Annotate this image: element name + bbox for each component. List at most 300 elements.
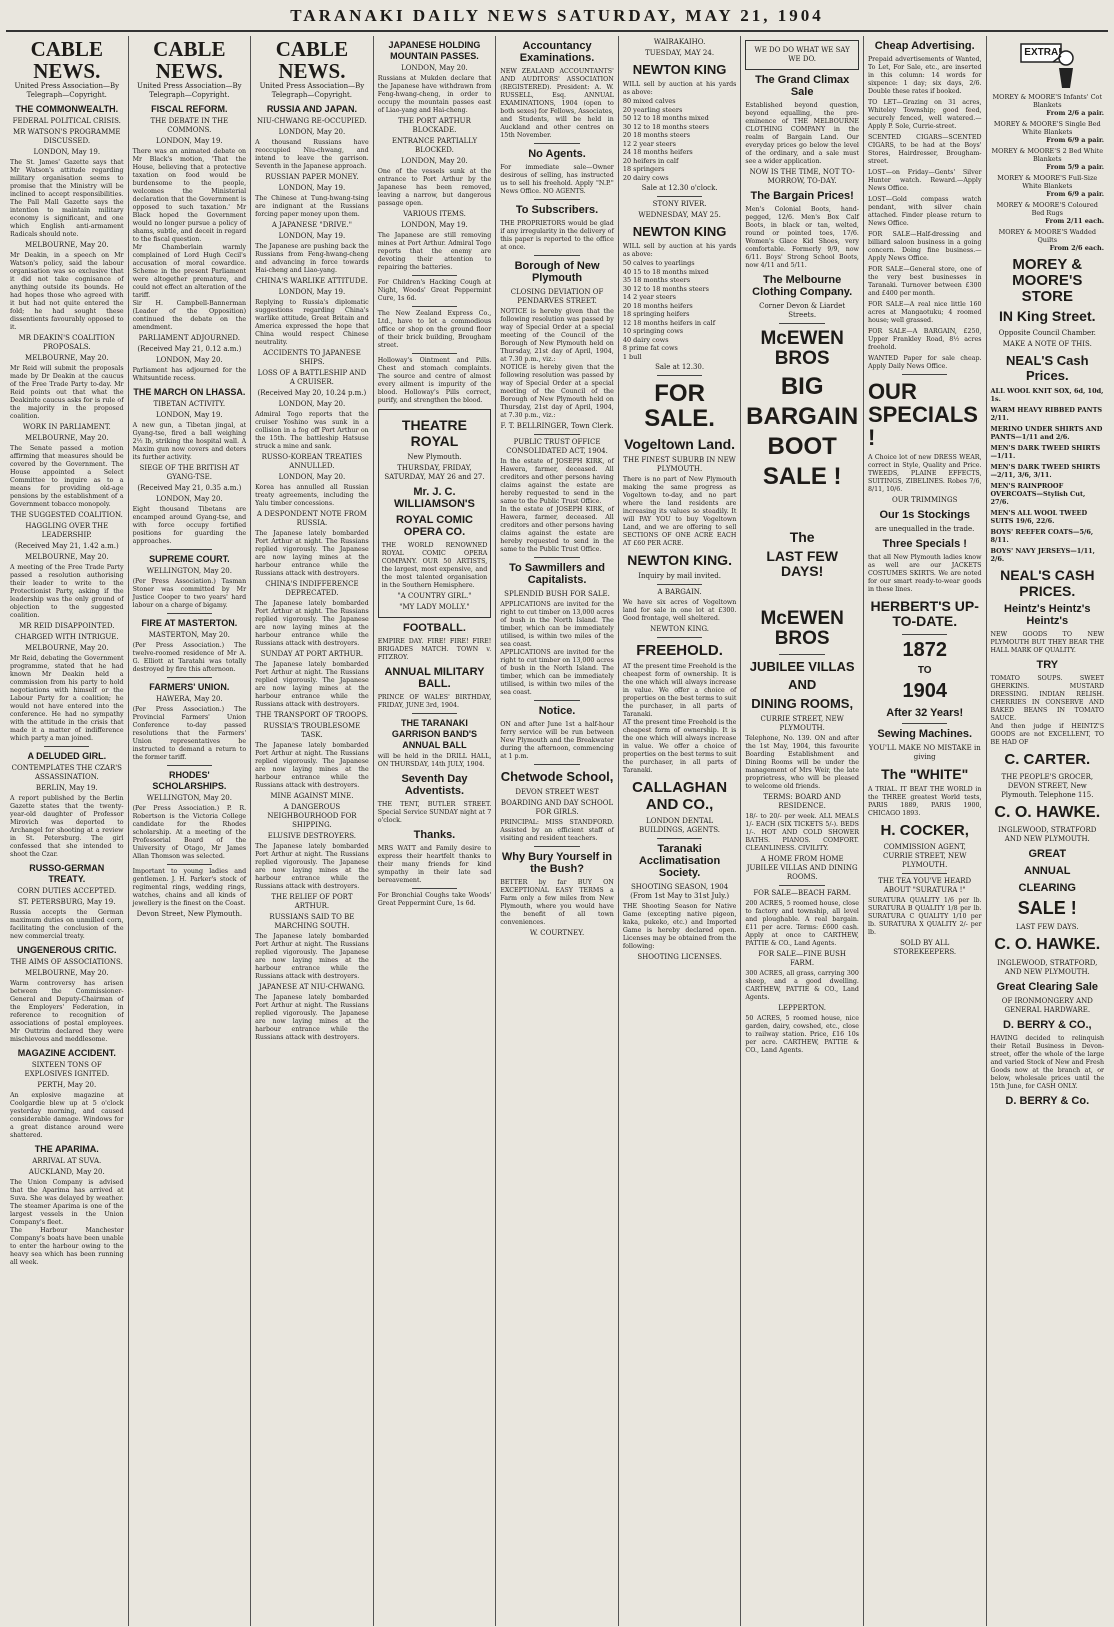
article-text: Holloway's Ointment and Pills. Chest and stomach complaints. The source and centre of almost every ailment is impurity of the blood. Holloway's Pills correct, purify, and strengthen the blood. (377, 357, 492, 404)
price-row (991, 147, 1105, 171)
ad-heading: FOOTBALL. (403, 622, 466, 634)
dateline: TUESDAY, MAY 24. (645, 49, 715, 57)
divider (412, 353, 457, 354)
subhead: MR REID DISAPPOINTED. (19, 622, 115, 630)
ad-heading: McEWEN BROS (760, 328, 844, 369)
ad-heading: BIG (780, 372, 824, 400)
price-row (991, 228, 1105, 252)
subhead: A DESPONDENT NOTE FROM RUSSIA. (256, 510, 367, 527)
article-text: The St. James' Gazette says that Mr Watson's attitude regarding military organisation seems to promise that the Ministry will be inclined to accept responsibilities. The Pall Mall Gazette says the intention to maintain military economy is significant, and one which English anti-armament Radicals should note. (10, 159, 124, 238)
ad-heading: Notice. (538, 705, 576, 717)
ad-text: THE Shooting Season for Native Game (excepting native pigeon, kaka, pukeko, etc.) and Imported Game is hereby declared open. Licenses may be obtained from the following: (622, 903, 737, 951)
dateline: (Received May 21, 1.42 a.m.) (14, 542, 119, 550)
ad-heading: To Subscribers. (515, 204, 599, 216)
divider (534, 557, 579, 558)
price-row (991, 93, 1105, 117)
ad-text: NEW ZEALAND ACCOUNTANTS' AND AUDITORS' ASSOCIATION (REGISTERED). President: A. W. RUSSELL, Esq. ANNUAL EXAMINATIONS, 1904 (open to both sexes) for Fellows, Associates, and Students, will be held in Auckland and other centres on 15th November. (500, 68, 614, 139)
article-text: Russians at Mukden declare that the Japanese have withdrawn from Feng-hwang-cheng, in order to occupy the mountain passes east of Liao-yang and Hai-cheng. (377, 75, 492, 114)
ad-heading: Why Bury Yourself in the Bush? (501, 851, 613, 875)
ad-text: will be held in the DRILL HALL, ON THURSDAY, 14th JULY, 1904. (377, 753, 492, 768)
ad-heading: Thanks. (413, 829, 456, 841)
article-text: The Senate passed a motion affirming that measures should be covered by the Government. The House appointed a Select Committee to inquire as to a means for providing old-age pensions by the establishment of a Government tobacco monopoly. (10, 445, 124, 508)
subhead: THE TRANSPORT OF TROOPS. (255, 711, 369, 719)
article-text: (Per Press Association.) Tasman Stoner was committed by Mr Justice Cooper to two years' hard labour on a charge of bigamy. (132, 578, 247, 609)
subhead: PARLIAMENT ADJOURNED. (138, 334, 241, 342)
signature: Devon Street, New Plymouth. (136, 910, 243, 918)
subhead: THE AIMS OF ASSOCIATIONS. (10, 958, 123, 966)
ad-text: Prepaid advertisements of Wanted, To Let, For Sale, etc., are inserted in this column: 14 words for sixpence: 1 day; six days, 2/6. Double these rates if booked. (867, 56, 982, 95)
headline: THE COMMONWEALTH. (15, 104, 119, 114)
cable-credit: United Press Association—By Telegraph—Copyright. (137, 82, 242, 99)
ad-text: A TRIAL. IT BEAT THE WORLD in the THREE greatest World tests, PARIS 1889, PARIS 1900, CHICAGO 1893. (867, 786, 982, 818)
ad-subhead: OUR TRIMMINGS (891, 496, 958, 505)
ad-heading: MOREY & MOORE'S STORE (1012, 256, 1083, 305)
ad-subhead: THE FINEST SUBURB IN NEW PLYMOUTH. (623, 456, 736, 474)
signature: W. COURTNEY. (529, 929, 585, 937)
stock-list-item: 18 springing heifers (622, 310, 690, 318)
dateline: LONDON, May 20. (278, 128, 346, 136)
subhead: ELUSIVE DESTROYERS. (267, 832, 356, 840)
ad-text: WILL sell by auction at his yards as above: (622, 81, 737, 96)
ad-subhead: SOLD BY ALL STOREKEEPERS. (893, 939, 957, 957)
columns (6, 36, 1108, 1626)
theatre-ad (378, 409, 492, 618)
notice-text: WE DO DO WHAT WE SAY WE DO. (754, 46, 850, 63)
dateline: BERLIN, May 19. (35, 784, 98, 792)
ad-subhead: New Plymouth. (407, 453, 462, 461)
ad-subhead: Corner Devon & Liardet Streets. (759, 302, 846, 319)
article-text: Mr Deakin, in a speech on Mr Watson's policy, said the labour organisation was so exclusive that it did not take cognisance of anything outside its bounds. He had hopes those who agreed with it but had not quite entered the fold; he had sought these dissentients favourably opposed to it. (10, 252, 124, 331)
ad-subhead: THE TEA YOU'VE HEARD ABOUT "SURATURA !" (878, 877, 972, 895)
ad-heading: Vogeltown Land. (624, 436, 736, 453)
divider (167, 765, 212, 766)
subhead: WORK IN PARLIAMENT. (22, 423, 111, 431)
cable-title: CABLE NEWS. (30, 37, 103, 83)
cable-title: CABLE NEWS. (275, 37, 349, 83)
stock-list (623, 97, 737, 182)
subhead: CHINA'S INDIFFERENCE DEPRECATED. (265, 580, 359, 597)
neal-item: WARM HEAVY RIBBED PANTS 2/11. (990, 405, 1103, 422)
dateline: LONDON, May 19. (278, 232, 346, 240)
article-text: The Japanese lately bombarded Port Arthur at night. The Russians replied vigorously. The Japanese are now laying mines at the harbour entrance while the Russians attack with destroyers. (255, 742, 369, 789)
ad-subhead: LONDON DENTAL BUILDINGS, AGENTS. (639, 817, 721, 835)
ad-heading: 1904 (902, 680, 947, 703)
ad-heading: SALE ! (762, 463, 842, 491)
subhead: HAGGLING OVER THE LEADERSHIP. (25, 522, 109, 539)
ad-heading: Sewing Machines. (877, 728, 973, 741)
dateline: (Received May 20, 10.24 p.m.) (257, 389, 367, 397)
ad-subhead: OF IRONMONGERY AND GENERAL HARDWARE. (1001, 996, 1093, 1014)
subhead: FEDERAL POLITICAL CRISIS. (12, 117, 121, 125)
ad-subhead: Sale at 12.30 o'clock. (641, 184, 718, 192)
ad-text: THE PROPRIETORS would be glad if any irregularity in the delivery of this paper is reported to the office at once. (500, 220, 614, 251)
subhead: LOSS OF A BATTLESHIP AND A CRUISER. (257, 369, 367, 386)
article-text: Russia accepts the German maximum duties on unmilled corn, facilitating the conclusion of the new commercial treaty. (10, 909, 124, 940)
classified-ad: LOST—Gold compass watch pendant, with silver chain attached. Finder please return to News Office. (867, 196, 982, 227)
ad-text: 50 ACRES, 5 roomed house, nice garden, dairy, cowshed, etc., close to railway station. Price, £16 10s per acre. CARTHEW, PATTIE & CO., Land Agents. (745, 1015, 859, 1055)
price-row (991, 120, 1105, 144)
ad-heading: Great Clearing Sale (996, 980, 1099, 993)
ad-heading: SALE ! (1017, 898, 1077, 919)
price-row-price: From 5/9 a pair. (1046, 163, 1105, 171)
ad-play: "A COUNTRY GIRL." (397, 592, 472, 600)
ad-subhead: Opposite Council Chamber. (998, 328, 1096, 337)
ad-text: PRINCE OF WALES' BIRTHDAY, FRIDAY, JUNE 3rd, 1904. (377, 694, 492, 709)
divider (657, 196, 702, 197)
ad-subhead: SHOOTING LICENSES. (637, 953, 722, 962)
stock-list-item: 50 12 to 18 months mixed (622, 114, 709, 122)
stock-list-item: 10 springing cows (622, 327, 684, 335)
ad-heading: ROYAL COMIC OPERA CO. (395, 514, 473, 538)
ad-subhead: A BARGAIN. (657, 588, 702, 597)
divider (167, 549, 212, 550)
headline: UNGENEROUS CRITIC. (17, 945, 117, 955)
ad-subhead: FOR SALE—FINE BUSH FARM. (758, 950, 847, 968)
newsboy-icon (1018, 38, 1076, 90)
ad-heading: The (789, 528, 815, 545)
ad-text: NOTICE is hereby given that the following resolution was passed by way of Special Order at a special meeting of the Council of the Borough of New Plymouth held on Thursday, 21st day of April, 1904, at 7.30 p.m., viz.: (500, 364, 614, 419)
stock-list-item: 20 18 months steers (622, 131, 691, 139)
price-row-price: From 2/11 each. (1045, 217, 1105, 225)
dateline: MELBOURNE, May 20. (25, 644, 109, 652)
dateline: LONDON, May 20. (401, 157, 468, 165)
article-text: There was an animated debate on Mr Black's motion, 'That the House, believing that a protective taxation on food would be burdensome to the people, welcomes the Ministerial declaration that the Government is opposed to such taxation.' Mr Black hoped the Government would no longer pursue a policy of shams, subtle, and deceit in regard to the fiscal question. (132, 148, 247, 243)
ad-heading: D. BERRY & Co. (1005, 1094, 1090, 1107)
divider (902, 873, 947, 874)
subhead: SIEGE OF THE BRITISH AT GYANG-TSE. (139, 464, 240, 481)
ad-subhead: WAIRAKAIHO. (653, 38, 706, 46)
dateline: MELBOURNE, May 20. (25, 354, 109, 362)
divider (657, 584, 702, 585)
ad-heading: NEAL'S Cash Prices. (1006, 352, 1089, 383)
article-text: A meeting of the Free Trade Party passed a resolution authorising their leader to write to the Protectionist Party, asking if the leadership was the only ground of objection to the suggested coalition. (10, 564, 124, 619)
dateline: WEDNESDAY, MAY 25. (638, 211, 721, 219)
neal-item: MEN'S ALL WOOL TWEED SUITS 19/6, 22/6. (990, 508, 1088, 525)
price-row-label: MOREY & MOORE'S Single Bed White Blankets (993, 120, 1101, 136)
ad-subhead: A HOME FROM HOME JUBILEE VILLAS AND DINING ROOMS. (746, 855, 858, 882)
divider (902, 634, 947, 635)
ad-text: THE WORLD RENOWNED ROYAL COMIC OPERA COMPANY. OUR 50 ARTISTS, the largest, most expensive, and the most talented organisation in the Southern Hemisphere. (381, 542, 488, 589)
subhead: VARIOUS ITEMS. (403, 210, 466, 218)
subhead: ARRIVAL AT SUVA. (32, 1157, 102, 1165)
ad-subhead: SHOOTING SEASON, 1904 (From 1st May to 31st July.) (630, 883, 730, 901)
dateline: LONDON, May 20. (401, 64, 468, 72)
stock-list (623, 259, 737, 361)
subhead: SUNDAY AT PORT ARTHUR. (260, 650, 364, 658)
price-row (991, 201, 1105, 225)
ad-heading: AND (788, 677, 817, 693)
column-3 (251, 36, 374, 1626)
headline: THE APARIMA. (34, 1144, 99, 1154)
article-text: Eight thousand Tibetans are encamped around Gyang-tse, and with force occupy fortified positions for guarding the approaches. (132, 506, 247, 545)
ad-heading: BARGAIN (746, 403, 859, 431)
ad-subhead: STONY RIVER. (652, 200, 707, 208)
headline: FARMERS' UNION. (149, 682, 230, 692)
article-text: (Per Press Association.) P. R. Robertson is the Victoria College candidate for the Rhodes scholarship. At a meeting of the Professorial Board of the University of Otago, Mr James Allan Thomson was selected. (132, 805, 247, 860)
ad-heading: LAST FEW DAYS! (766, 548, 838, 579)
masthead (6, 6, 1108, 32)
price-row-label: MOREY & MOORE'S Wadded Quilts (998, 228, 1096, 244)
article-text: The Japanese lately bombarded Port Arthur at night. The Russians replied vigorously. The Japanese are now laying mines at the harbour entrance while the Russians attack with destroyers. (255, 994, 369, 1041)
ad-text: For Bronchial Coughs take Woods' Great Peppermint Cure, 1s 6d. (377, 892, 492, 907)
divider (534, 255, 579, 256)
ad-text: WILL sell by auction at his yards as above: (622, 243, 737, 258)
ad-text: HAVING decided to relinquish their Retail Business in Devon-street, offer the whole of the large and varied Stock of New and Fresh Goods now at the branch at, or below, wholesale prices until the 15th June, for CASH ONLY. (990, 1034, 1105, 1090)
ad-subhead: COMMISSION AGENT, CURRIE STREET, NEW PLYMOUTH. (883, 843, 967, 870)
column-6 (619, 36, 742, 1626)
ad-heading: TRY (1036, 658, 1059, 671)
subhead: A JAPANESE "DRIVE." (271, 221, 352, 229)
ad-subhead: Inquiry by mail invited. (638, 572, 721, 581)
ad-heading: No Agents. (528, 148, 586, 160)
subhead: ACCIDENTS TO JAPANESE SHIPS. (262, 349, 361, 366)
ad-heading: McEWEN BROS (760, 607, 844, 649)
headline: THE MARCH ON LHASSA. (133, 387, 246, 397)
subhead: THE DEBATE IN THE COMMONS. (150, 117, 229, 134)
stock-list-item: 14 2 year steers (622, 293, 677, 301)
ad-heading: TO (917, 664, 932, 676)
dateline: LONDON, May 20. (156, 495, 223, 503)
column-8 (864, 36, 987, 1626)
dateline: LONDON, May 19. (156, 411, 223, 419)
stock-list-item: 12 2 year steers (622, 139, 677, 148)
ad-subhead: THURSDAY, FRIDAY, SATURDAY, MAY 26 and 27. (384, 464, 485, 481)
cable-credit: United Press Association—By Telegraph—Copyright. (14, 82, 120, 99)
subhead: SIXTEEN TONS OF EXPLOSIVES IGNITED. (24, 1061, 110, 1078)
ad-text: MRS WATT and Family desire to express their heartfelt thanks to their many friends for kind sympathy in their late sad bereavement. (377, 845, 492, 884)
classified-ad: FOR SALE—A real nice little 160 acres at Mangaotuku; 4 roomed house; well grassed. (867, 301, 982, 324)
extra-logo (1018, 38, 1076, 90)
subhead: TIBETAN ACTIVITY. (153, 400, 226, 408)
headline: FIRE AT MASTERTON. (141, 618, 238, 628)
ad-text: SURATURA QUALITY 1/6 per lb. SURATURA B QUALITY 1/8 per lb. SURATURA C QUALITY 1/10 per lb. SURATURA X QUALITY 2/- per lb. (867, 897, 982, 937)
ad-heading: THE TARANAKI GARRISON BAND'S ANNUAL BALL (391, 718, 478, 750)
article-text: Admiral Togo reports that the cruiser Yoshino was sunk in a collision in a fog off Port Arthur on the 15th. The battleship Hatsuse struck a mine and sank. (255, 411, 369, 450)
divider (412, 888, 457, 889)
price-row-price: From 6/9 a pair. (1046, 136, 1105, 144)
article-text: A report published by the Berlin Gazette states that the twenty-year-old daughter of Professor Mirovich was deported to Archangel for shooting at a review in St. Petersburg. The girl confessed that she intended to shoot the Czar. (10, 795, 124, 858)
ad-heading: Three Specials ! (882, 538, 967, 551)
ad-text: NOTICE is hereby given that the following resolution was passed by way of Special Order at a special meeting of the Council of the Borough of New Plymouth held on Thursday, 21st day of April, 1904, at 7.30 p.m., viz.: (500, 308, 614, 363)
ad-text: In the estate of JOSEPH KIRK, of Hawera, farmer, deceased. All creditors and other persons having claims against the estate are hereby requested to send in the same to the Public Trust Office. (500, 458, 614, 505)
divider (534, 143, 579, 144)
ad-text: Telephone, No. 139. ON and after the 1st May, 1904, this favourite Boarding Establishment and Dining Rooms will be under the management of Mrs Weir, the late proprietress, who will be pleased to welcome old friends. (745, 735, 859, 791)
classified-ad: WANTED Paper for sale cheap. Apply Daily News Office. (867, 355, 982, 370)
ad-heading: H. COCKER, (880, 822, 969, 840)
divider (534, 700, 579, 701)
ad-subhead: NOW IS THE TIME, NOT TO-MORROW, TO-DAY. (749, 168, 855, 185)
ad-text: THE TENT, BUTLER STREET. Special Service SUNDAY night at 7 o'clock. (377, 801, 492, 824)
divider (412, 306, 457, 307)
headline: SUPREME COURT. (149, 554, 230, 564)
ad-heading: OUR SPECIALS ! (867, 379, 978, 451)
subhead: THE SUGGESTED COALITION. (10, 511, 123, 519)
article-text: For Children's Hacking Cough at Night, Woods' Great Peppermint Cure, 1s 6d. (377, 279, 492, 302)
ad-text: NEW GOODS TO NEW PLYMOUTH BUT THEY BEAR THE HALL MARK OF QUALITY. (990, 630, 1105, 654)
ad-subhead: MAKE A NOTE OF THIS. (1002, 339, 1092, 348)
stock-list-item: 40 15 to 18 months mixed (622, 267, 709, 276)
divider (534, 764, 579, 765)
subhead: RUSSIA'S TROUBLESOME TASK. (263, 722, 361, 739)
cable-credit: United Press Association—By Telegraph—Copyright. (259, 82, 365, 99)
cable-title: CABLE NEWS. (153, 37, 226, 83)
ad-heading: D. BERRY & CO., (1002, 1018, 1092, 1031)
classified-ad: LOST—on Friday—Gents' Silver Hunter watch. Reward.—Apply News Office. (867, 169, 982, 192)
dateline: ST. PETERSBURG, May 19. (18, 898, 116, 906)
article-text: The Chinese at Tung-hwang-tsing are indignant at the Russians forcing paper money upon them. (255, 195, 369, 218)
ad-subhead: BOARDING AND DAY SCHOOL FOR GIRLS. (500, 799, 614, 816)
divider (167, 677, 212, 678)
article-text: The Japanese lately bombarded Port Arthur at night. The Russians replied vigorously. The Japanese are now laying mines at the harbour entrance while the Russians attack with destroyers. (255, 530, 369, 577)
divider (779, 654, 824, 655)
dateline: MELBOURNE, May 20. (25, 553, 109, 561)
ad-text: We have six acres of Vogeltown land for sale in one lot at £300. Good frontage, well sheltered. (622, 599, 737, 623)
masthead-title: TARANAKI DAILY NEWS SATURDAY, MAY 21, 1904 (290, 6, 824, 25)
logo-text: EXTRA! (1024, 47, 1062, 58)
article-text: Sir H. Campbell-Bannerman (Leader of the Opposition) continued the debate on the amendment. (132, 300, 247, 331)
ad-text: AT the present time Freehold is the cheapest form of ownership. It is the one which will always increase in value. We offer a choice of properties on the best terms to suit the purchaser, in all parts of Taranaki. (622, 719, 737, 775)
ad-heading: NEWTON KING. (627, 552, 732, 569)
column-7 (741, 36, 864, 1626)
article-text: The Harbour Manchester Company's boats have been unable to enter the harbour owing to the heavy sea which has been running all week. (10, 1227, 124, 1266)
ad-heading: BOOT (767, 433, 837, 461)
ad-heading: Borough of New Plymouth (514, 260, 600, 284)
ad-text: Established beyond question, beyond equalling, the pre-eminence of THE MELBOURNE CLOTHING COMPANY in the realm of Bargain Land. Our everyday prices go below the level of the ordinary, and a sale must see a wider application. (745, 102, 859, 165)
article-text: Mr Chamberlain warmly complained of Lord Hugh Cecil's accusation of moral cowardice. Scheme in the present Parliament were altogether premature, and could not effect an alteration of the tariff. (132, 244, 247, 299)
column-4 (374, 36, 497, 1626)
classified-ad: SCENTED CIGARS—SCENTED CIGARS, to be had at the Boys' Stores, Hairdresser, Brougham-street. (867, 134, 982, 165)
stock-list-item: 20 18 months heifers (622, 301, 693, 310)
ad-heading: Cheap Advertising. (874, 40, 975, 52)
stock-list-item: 50 calves to yearlings (622, 259, 695, 267)
ad-heading: C. CARTER. (1004, 750, 1091, 768)
ad-heading: ANNUAL (1024, 865, 1071, 878)
subhead: THE PORT ARTHUR BLOCKADE. (398, 117, 471, 134)
headline: RUSSIA AND JAPAN. (266, 104, 357, 114)
ad-heading: Taranaki Acclimatisation Society. (638, 843, 721, 880)
ad-text: that all New Plymouth ladies know as well are our JACKETS COSTUMES SKIRTS. We are noted for our smart ready-to-wear goods in these lines. (867, 554, 982, 594)
ad-subhead: Sale at 12.30. (655, 363, 705, 371)
article-text: The Japanese lately bombarded Port Arthur at night. The Russians replied vigorously. The Japanese are now laying mines at the harbour entrance while the Russians attack with destroyers. (255, 933, 369, 980)
stock-list-item: 30 12 to 18 months steers (622, 122, 709, 131)
ad-heading: Chetwode School, (500, 769, 614, 784)
stock-list-item: 12 18 months heifers in calf (622, 318, 716, 327)
ad-text: EMPIRE DAY. FIRE! FIRE! FIRE! BRIGADES MATCH. TOWN v. FITZROY. (377, 638, 492, 661)
stock-list-item: 40 dairy cows (622, 335, 669, 344)
ad-text: A Choice lot of new DRESS WEAR, correct in Style, Quality and Price. TWEEDS, PLAINE EFFECTS, SUITINGS, ZIBELINES. Robes 7/6, 8/11, 10/6. (867, 454, 982, 494)
price-row (991, 174, 1105, 198)
dateline: MELBOURNE, May 20. (25, 241, 109, 249)
stock-list-item: 1 bull (622, 352, 642, 361)
classified-list (868, 99, 982, 371)
classified-ad: TO LET—Grazing on 31 acres, Whiteley Township; good feed, securely fenced, well watered.—Apply P. Sole, Currie-street. (867, 99, 982, 130)
neal-item: ALL WOOL KNIT SOX, 6d, 10d, 1s. (990, 386, 1104, 403)
article-text: The Japanese lately bombarded Port Arthur at night. The Russians replied vigorously. The Japanese are now laying mines at the harbour entrance while the Russians attack with destroyers. (255, 600, 369, 647)
stock-list-item: 35 18 months steers (622, 276, 691, 284)
stock-list-item: 80 mixed calves (622, 97, 676, 105)
ad-heading: CALLAGHAN AND CO., (632, 779, 728, 814)
article-text: Mr Reid, debating the Government programme, stated that he had known Mr Deakin held a commission from his party to hold negotiations with himself or the Labour Party for a coalition; he would not have entered into the conference. He had no sympathy with the attitude in the crisis that made it a matter of indifference which party a man joined. (10, 655, 124, 742)
dateline: MELBOURNE, May 20. (25, 969, 109, 977)
ad-heading: Mr. J. C. WILLIAMSON'S (394, 486, 475, 510)
dateline: LONDON, May 20. (278, 473, 346, 481)
price-row-price: From 2/6 a pair. (1046, 109, 1105, 117)
ad-subhead: are unequalled in the trade. (875, 525, 975, 534)
divider (44, 746, 89, 747)
divider (167, 864, 212, 865)
article-text: The Japanese are pushing back the Russians from Feng-hwang-cheng and advancing in force towards Hai-cheng and Liao-yang. (255, 243, 369, 274)
subhead: CHINA'S WARLIKE ATTITUDE. (255, 277, 368, 285)
ad-subhead: CLOSING DEVIATION OF PENDARVES STREET. (510, 288, 604, 305)
subhead: CHARGED WITH INTRIGUE. (14, 633, 119, 641)
ad-subhead: SPLENDID BUSH FOR SALE. (504, 590, 610, 598)
ad-text: APPLICATIONS are invited for the right to cut timber on 13,000 acres of bush in the North Island. The timber, which can be immediately utilised, is within two miles of the sea coast. (500, 601, 614, 648)
divider (534, 846, 579, 847)
ad-text: Men's Colonial Boots, hand-pegged, 12/6. Men's Box Calf Boots, in black or tan, welted, round or pointed toes, 17/6. Women's Glace Kid Shoes, very comfortable. Formerly 9/9, now 6/11. Boys' Strong School Boots, now 4/11 and 5/11. (745, 206, 859, 269)
dateline: (Received May 21, 0.12 a.m.) (137, 345, 242, 353)
subhead: CORN DUTIES ACCEPTED. (17, 887, 117, 895)
dateline: LONDON, May 19. (278, 184, 346, 192)
ad-subhead: YOU'LL MAKE NO MISTAKE in giving (868, 744, 981, 762)
price-row-label: MOREY & MOORE'S Full-Size White Blankets (997, 174, 1098, 190)
ad-subhead: CURRIE STREET, NEW PLYMOUTH. (760, 715, 844, 733)
subhead: NIU-CHWANG RE-OCCUPIED. (257, 117, 367, 125)
divider (657, 637, 702, 638)
dateline: LONDON, May 19. (278, 288, 346, 296)
price-row-label: MOREY & MOORE'S Infants' Cot Blankets (992, 93, 1103, 109)
ad-heading: To Sawmillers and Capitalists. (509, 562, 605, 586)
ad-subhead: TERMS: BOARD AND RESIDENCE. (763, 793, 841, 811)
divider (779, 323, 824, 324)
article-text: A thousand Russians have reoccupied Niu-chwang, and intend to leave the garrison. Seventh in the Japanese approach. (255, 139, 369, 170)
dateline: MELBOURNE, May 20. (25, 434, 109, 442)
subhead: RUSSIANS SAID TO BE MARCHING SOUTH. (269, 913, 355, 930)
headline: A DELUDED GIRL. (27, 751, 107, 761)
ad-play: "MY LADY MOLLY." (399, 603, 470, 611)
ad-text: There is no part of New Plymouth making the same progress as Vogeltown to-day, and no part where the land residents are increasing its values so steadily. It will PAY YOU to buy Vogeltown Land, and we are offering to sell SECTIONS OF ONE ACRE EACH AT £60 PER ACRE. (622, 476, 737, 548)
ad-heading: NEWTON KING (632, 224, 727, 239)
neal-item: BOYS' REEFER COATS—5/6, 8/11. (990, 527, 1094, 544)
ad-heading: The Grand Climax Sale (755, 74, 850, 98)
ad-text: AT the present time Freehold is the cheapest form of ownership. It is the one which will always increase in value. We offer a choice of properties on the best terms to suit the purchaser, in all parts of Taranaki. (622, 663, 737, 719)
ad-heading: The Bargain Prices! (750, 190, 854, 202)
ad-subhead: FOR SALE—BEACH FARM. (753, 889, 851, 898)
article-text: One of the vessels sunk at the entrance to Port Arthur by the Japanese has been removed, leaving a narrow, but dangerous passage open. (377, 168, 492, 207)
dateline: LONDON, May 19. (33, 148, 101, 156)
dateline: AUCKLAND, May 20. (28, 1168, 105, 1176)
neal-item: BOYS' NAVY JERSEYS—1/11, 2/6. (990, 546, 1095, 563)
ad-heading: THEATRE ROYAL (401, 417, 467, 449)
dateline: LONDON, May 20. (278, 400, 346, 408)
ad-heading: FOR SALE. (644, 380, 715, 433)
headline: RUSSO-GERMAN TREATY. (29, 863, 105, 884)
ad-text: ON and after June 1st a half-hour ferry service will be run between New Plymouth and the Breakwater during the afternoon, commencing at 1 p.m. (500, 721, 614, 760)
divider (902, 723, 947, 724)
headline: RHODES' SCHOLARSHIPS. (152, 770, 227, 791)
stock-list-item: 20 heifers in calf (622, 156, 679, 165)
dateline: LONDON, May 20. (156, 356, 223, 364)
ad-heading: Seventh Day Adventists. (401, 773, 468, 797)
subhead: RUSSO-KOREAN TREATIES ANNULLED. (261, 453, 363, 470)
ad-heading: DINING ROOMS, (751, 695, 854, 711)
ad-heading: Heintz's Heintz's Heintz's (1004, 602, 1091, 627)
ad-heading: Accountancy Examinations. (519, 40, 595, 64)
subhead: CONTEMPLATES THE CZAR'S ASSASSINATION. (11, 764, 122, 781)
article-text: An explosive magazine at Coolgardie blew up at 5 o'clock yesterday morning, and caused considerable damage. Windows for a great distance around were shattered. (10, 1092, 124, 1139)
dateline: HAWERA, May 20. (156, 695, 223, 703)
ad-text: APPLICATIONS are invited for the right to cut timber on 13,000 acres of bush in the North Island. The timber, which can be immediately utilised, is within two miles of the sea coast. (500, 649, 614, 696)
divider (534, 199, 579, 200)
